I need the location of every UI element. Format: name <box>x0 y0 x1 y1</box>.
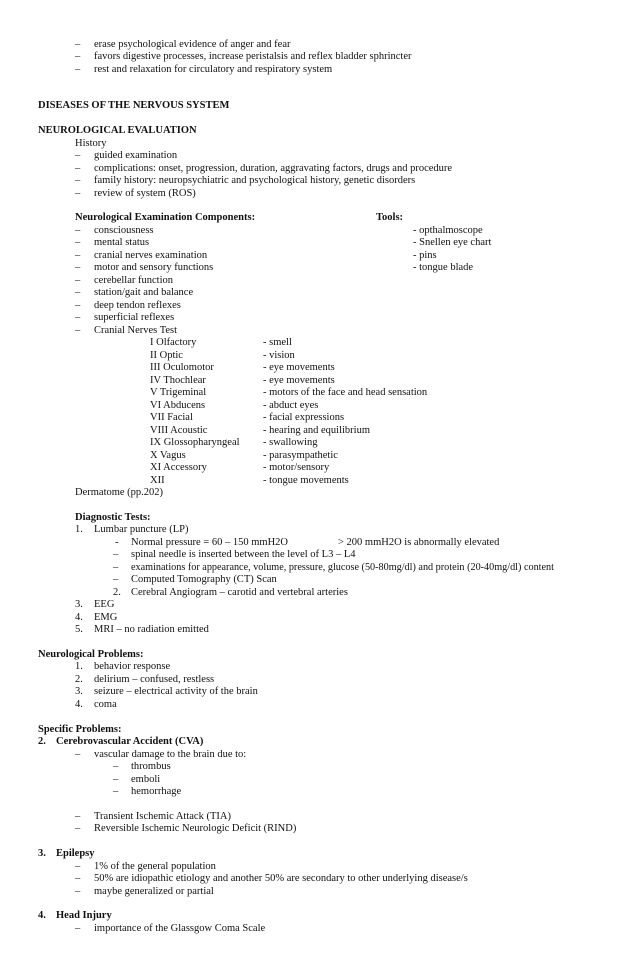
dash: – <box>75 325 81 336</box>
list-item: Computed Tomography (CT) Scan <box>131 574 277 585</box>
dash: – <box>75 51 81 62</box>
dash: – <box>75 287 81 298</box>
list-item: emboli <box>131 774 161 785</box>
list-number: 4. <box>75 699 83 710</box>
list-number: 1. <box>75 524 83 535</box>
list-item: delirium – confused, restless <box>94 674 215 685</box>
problem-heading: Head Injury <box>56 910 112 921</box>
list-item: mental status <box>94 237 150 248</box>
tool-item: - opthalmoscope <box>413 225 483 236</box>
dash: – <box>75 262 81 273</box>
list-item: review of system (ROS) <box>94 188 196 199</box>
section-heading: Specific Problems: <box>38 724 122 735</box>
list-item: deep tendon reflexes <box>94 300 181 311</box>
list-item: superficial reflexes <box>94 312 175 323</box>
dash: – <box>75 225 81 236</box>
list-item: Cranial Nerves Test <box>94 325 178 336</box>
dash: – <box>75 861 81 872</box>
list-item: Transient Ischemic Attack (TIA) <box>94 811 231 822</box>
nerve-name: VI Abducens <box>150 400 206 411</box>
list-item: Lumbar puncture (LP) <box>94 524 189 535</box>
dash: – <box>75 150 81 161</box>
list-item: examinations for appearance, volume, pressure, glucose (50-80mg/dl) and protein (20-40mg/dl) content <box>131 562 554 573</box>
subsection-heading: Tools: <box>376 212 404 223</box>
nerve-function: - motors of the face and head sensation <box>263 387 428 398</box>
nerve-function: - vision <box>263 350 295 361</box>
nerve-name: II Optic <box>150 350 183 361</box>
dash: – <box>113 774 119 785</box>
list-item: station/gait and balance <box>94 287 194 298</box>
dash: – <box>113 562 119 573</box>
list-item: hemorrhage <box>131 786 182 797</box>
list-item: favors digestive processes, increase peristalsis and reflex bladder sphrincter <box>94 51 412 62</box>
section-heading: DISEASES OF THE NERVOUS SYSTEM <box>38 100 230 111</box>
dash: – <box>113 786 119 797</box>
nerve-function: - hearing and equilibrium <box>263 425 371 436</box>
list-item: EEG <box>94 599 115 610</box>
list-item: cerebellar function <box>94 275 173 286</box>
nerve-name: IX Glossopharyngeal <box>150 437 240 448</box>
list-item: consciousness <box>94 225 154 236</box>
list-item: erase psychological evidence of anger and fear <box>94 39 291 50</box>
section-heading: Neurological Problems: <box>38 649 144 660</box>
nerve-function: - eye movements <box>263 362 335 373</box>
nerve-function: - motor/sensory <box>263 462 330 473</box>
dash: – <box>75 823 81 834</box>
nerve-name: VII Facial <box>150 412 193 423</box>
nerve-function: - facial expressions <box>263 412 345 423</box>
list-item: spinal needle is inserted between the level of L3 – L4 <box>131 549 356 560</box>
list-item: Reversible Ischemic Neurologic Deficit (RIND) <box>94 823 297 834</box>
list-item: family history: neuropsychiatric and psychological history, genetic disorders <box>94 175 416 186</box>
nerve-name: VIII Acoustic <box>150 425 208 436</box>
list-number: 1. <box>75 661 83 672</box>
nerve-function: - eye movements <box>263 375 335 386</box>
problem-heading: Cerebrovascular Accident (CVA) <box>56 736 204 747</box>
nerve-function: - tongue movements <box>263 475 349 486</box>
nerve-function: - swallowing <box>263 437 318 448</box>
list-number: 2. <box>75 674 83 685</box>
list-number: 5. <box>75 624 83 635</box>
problem-heading: Epilepsy <box>56 848 95 859</box>
list-number: 4. <box>38 910 46 921</box>
list-item: importance of the Glassgow Coma Scale <box>94 923 266 934</box>
subsection-heading: Diagnostic Tests: <box>75 512 151 523</box>
list-item: 1% of the general population <box>94 861 216 872</box>
dash: – <box>75 873 81 884</box>
list-item: seizure – electrical activity of the brain <box>94 686 258 697</box>
list-item: behavior response <box>94 661 171 672</box>
list-item: > 200 mmH2O is abnormally elevated <box>338 537 500 548</box>
dash: – <box>113 549 119 560</box>
nerve-name: III Oculomotor <box>150 362 214 373</box>
list-number: 2. <box>113 587 121 598</box>
list-item: 50% are idiopathic etiology and another 50% are secondary to other underlying disease/s <box>94 873 468 884</box>
dash: – <box>75 300 81 311</box>
list-item: Normal pressure = 60 – 150 mmH2O <box>131 537 288 548</box>
nerve-name: I Olfactory <box>150 337 197 348</box>
dash: – <box>75 163 81 174</box>
nerve-function: - abduct eyes <box>263 400 319 411</box>
list-number: 4. <box>75 612 83 623</box>
dash: – <box>75 188 81 199</box>
list-item: MRI – no radiation emitted <box>94 624 209 635</box>
list-item: complications: onset, progression, duration, aggravating factors, drugs and procedure <box>94 163 453 174</box>
nerve-function: - parasympathetic <box>263 450 338 461</box>
section-heading: NEUROLOGICAL EVALUATION <box>38 125 197 136</box>
dash: – <box>113 761 119 772</box>
dash: – <box>113 574 119 585</box>
nerve-name: X Vagus <box>150 450 186 461</box>
dash: – <box>75 250 81 261</box>
nerve-name: XI Accessory <box>150 462 207 473</box>
list-number: 2. <box>38 736 46 747</box>
list-item: rest and relaxation for circulatory and respiratory system <box>94 64 333 75</box>
nerve-name: XII <box>150 475 165 486</box>
list-item: Cerebral Angiogram – carotid and vertebral arteries <box>131 587 348 598</box>
list-item: EMG <box>94 612 118 623</box>
nerve-name: IV Thochlear <box>150 375 206 386</box>
list-item: guided examination <box>94 150 178 161</box>
nerve-name: V Trigeminal <box>150 387 207 398</box>
list-item: vascular damage to the brain due to: <box>94 749 247 760</box>
history-label: History <box>75 138 107 149</box>
dash: – <box>75 886 81 897</box>
nerve-function: - smell <box>263 337 292 348</box>
list-item: motor and sensory functions <box>94 262 214 273</box>
dash: – <box>75 923 81 934</box>
dash: – <box>75 175 81 186</box>
subsection-heading: Neurological Examination Components: <box>75 212 256 223</box>
list-number: 3. <box>75 599 83 610</box>
dash: – <box>75 312 81 323</box>
tool-item: - tongue blade <box>413 262 474 273</box>
list-item: maybe generalized or partial <box>94 886 214 897</box>
bullet: - <box>115 537 119 548</box>
dash: – <box>75 811 81 822</box>
list-number: 3. <box>75 686 83 697</box>
dermatome-note: Dermatome (pp.202) <box>75 487 164 498</box>
dash: – <box>75 749 81 760</box>
dash: – <box>75 237 81 248</box>
tool-item: - pins <box>413 250 437 261</box>
list-item: thrombus <box>131 761 171 772</box>
list-item: cranial nerves examination <box>94 250 208 261</box>
tool-item: - Snellen eye chart <box>413 237 492 248</box>
list-number: 3. <box>38 848 46 859</box>
dash: – <box>75 275 81 286</box>
list-item: coma <box>94 699 117 710</box>
dash: – <box>75 64 81 75</box>
dash: – <box>75 39 81 50</box>
